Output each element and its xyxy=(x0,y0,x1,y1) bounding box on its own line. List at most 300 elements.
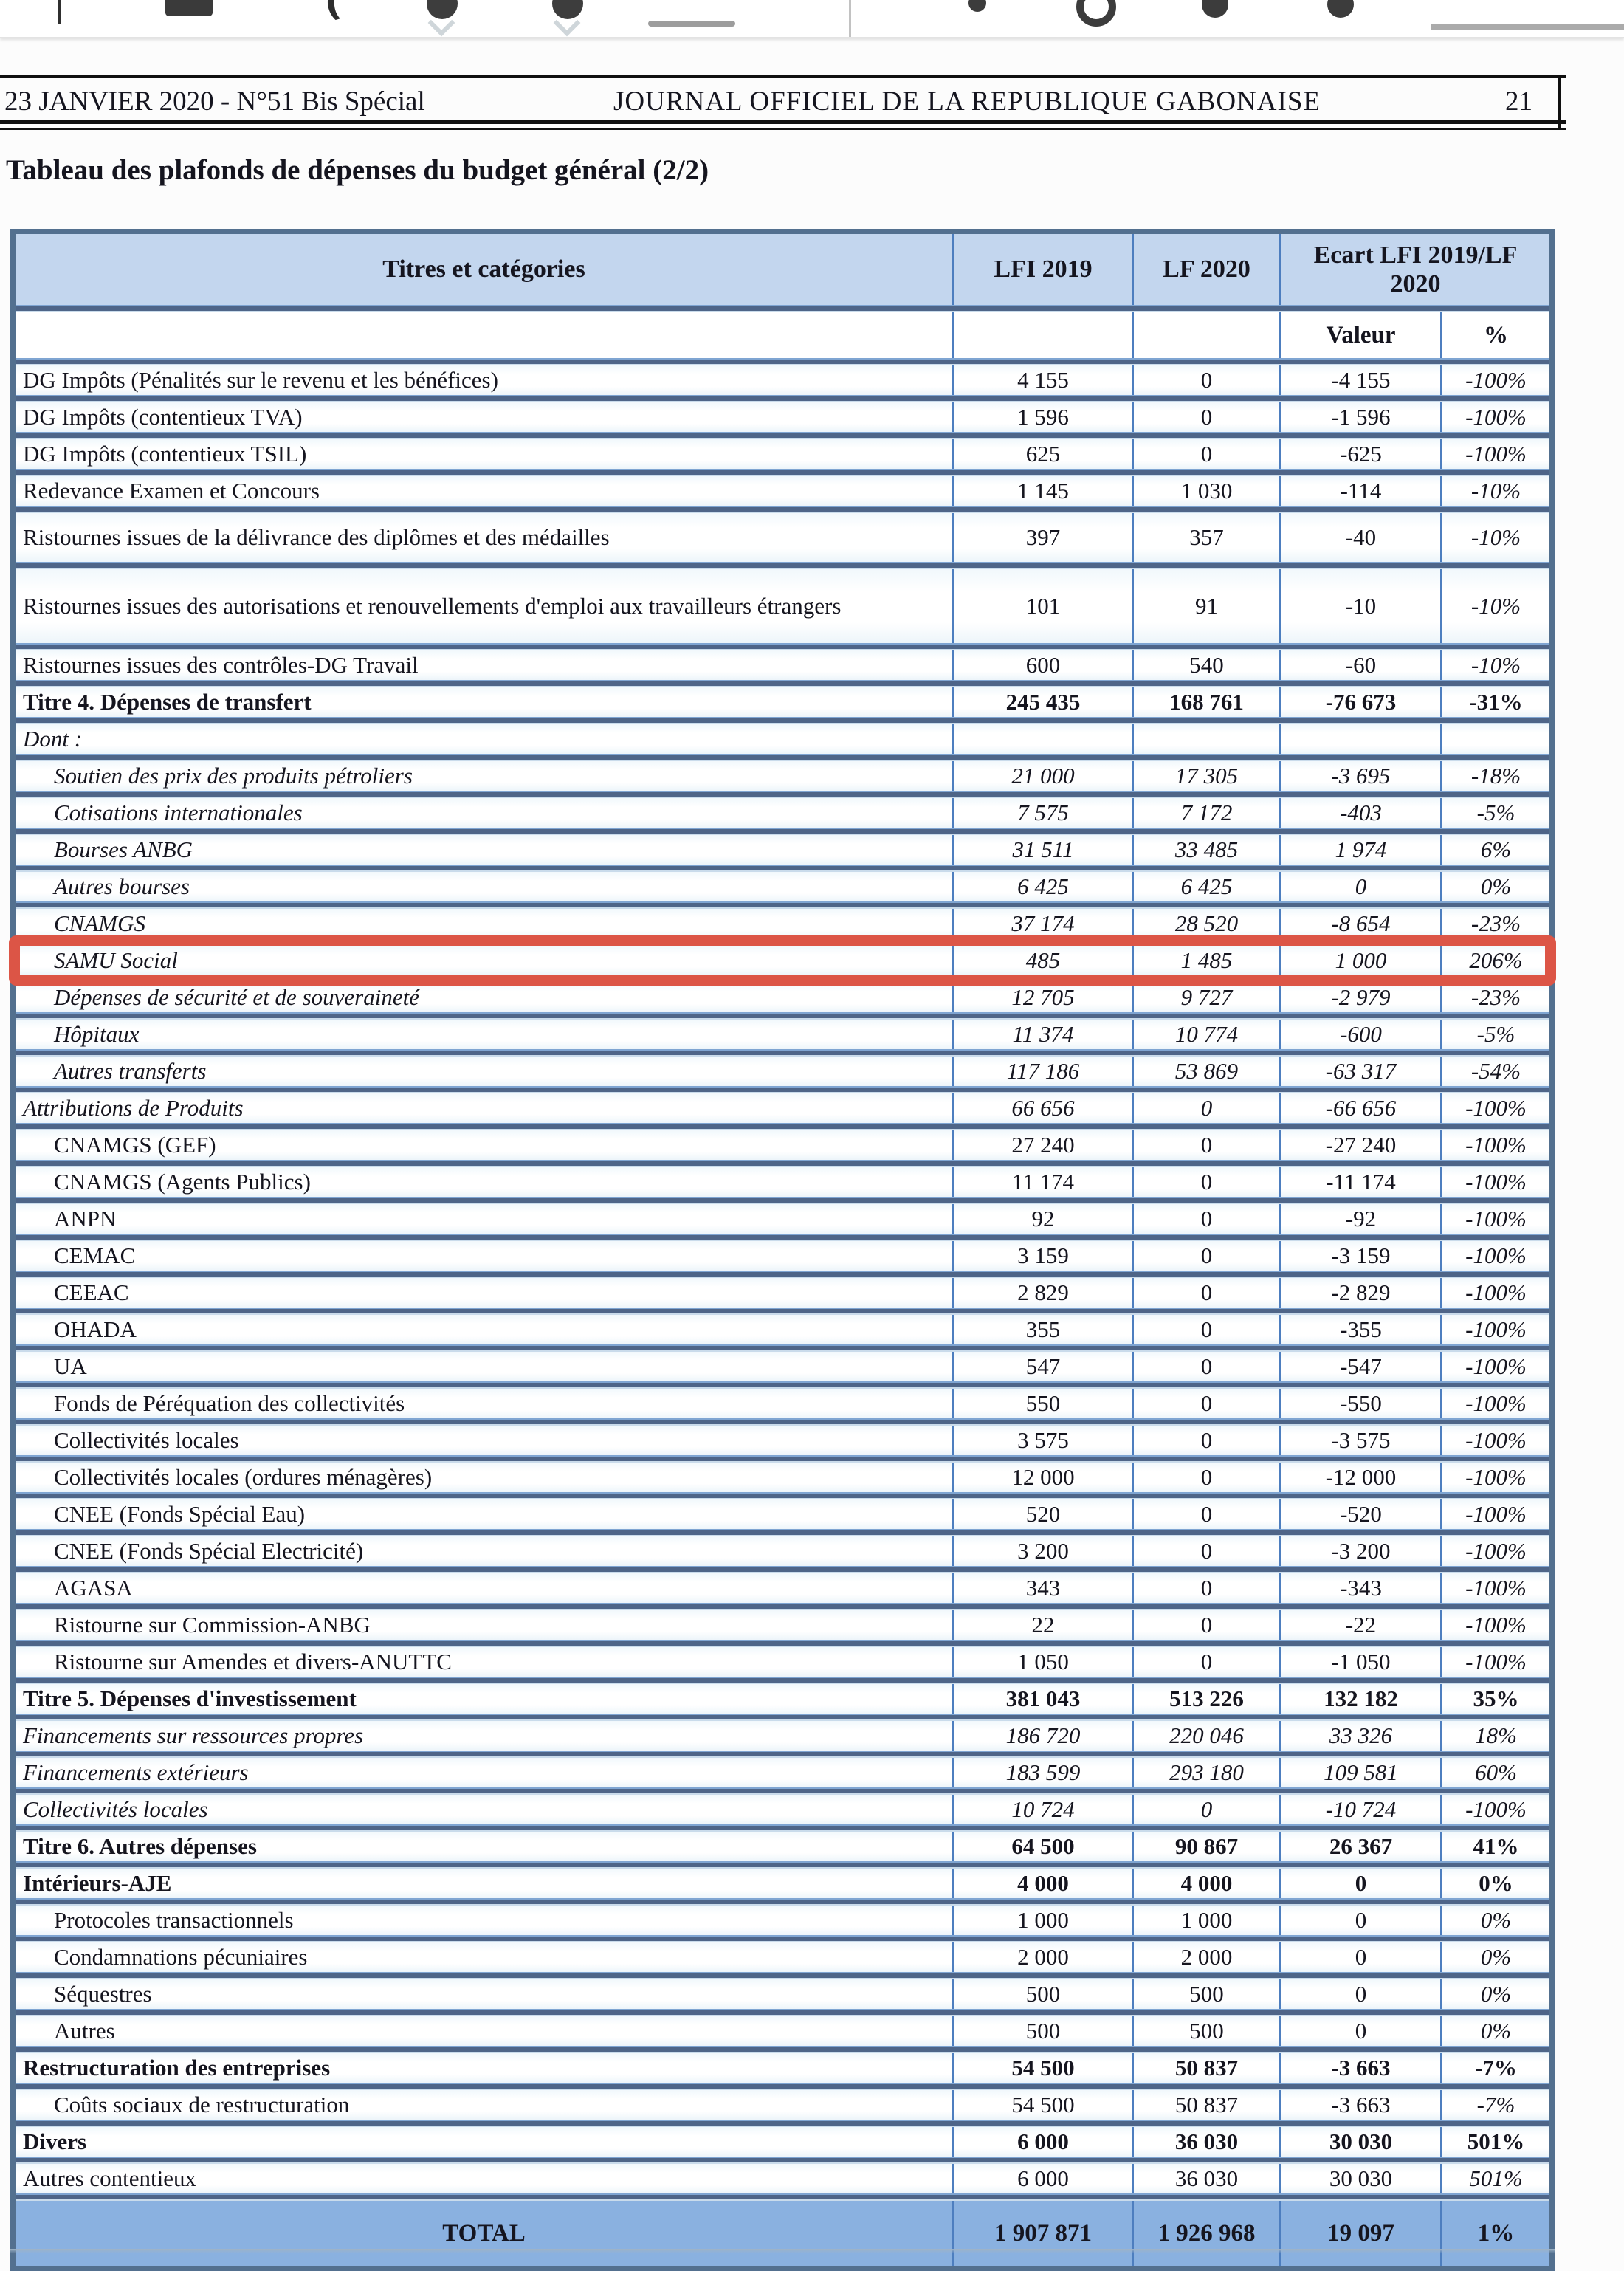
row-separator xyxy=(16,469,1549,476)
row-label: Titre 4. Dépenses de transfert xyxy=(23,689,312,715)
row-separator xyxy=(16,1824,1549,1832)
row-separator xyxy=(16,1271,1549,1278)
row-lfi: 183 599 xyxy=(952,1758,1132,1787)
row-lf xyxy=(1132,724,1279,754)
row-valeur: -2 979 xyxy=(1279,983,1440,1012)
row-label: Restructuration des entreprises xyxy=(23,2055,331,2081)
row-lfi: 6 000 xyxy=(952,2164,1132,2193)
filled-rectangle-icon[interactable] xyxy=(165,0,213,16)
column-header-lfi-2019: LFI 2019 xyxy=(952,234,1132,305)
row-pct: 0% xyxy=(1440,1979,1549,2009)
row-lfi: 101 xyxy=(952,569,1132,643)
budget-table xyxy=(10,229,1555,2271)
row-lf: 500 xyxy=(1132,1979,1279,2009)
row-lf: 0 xyxy=(1132,1278,1279,1308)
row-label: Divers xyxy=(23,2129,87,2154)
row-pct: 18% xyxy=(1440,1721,1549,1751)
row-lf: 1 030 xyxy=(1132,476,1279,506)
row-separator xyxy=(16,1197,1549,1204)
row-pct: 0% xyxy=(1440,1906,1549,1935)
row-lfi: 520 xyxy=(952,1499,1132,1529)
row-valeur: 0 xyxy=(1279,1869,1440,1898)
table-row xyxy=(16,1832,1549,1861)
table-row xyxy=(16,650,1549,680)
table-row xyxy=(16,1942,1549,1972)
row-lf: 0 xyxy=(1132,1463,1279,1492)
row-label: Ristournes issues des contrôles-DG Travail xyxy=(23,652,419,678)
row-valeur: -40 xyxy=(1279,513,1440,562)
row-separator xyxy=(16,1012,1549,1020)
row-lfi: 22 xyxy=(952,1610,1132,1640)
row-label: DG Impôts (Pénalités sur le revenu et les bénéfices) xyxy=(23,367,498,393)
table-row-highlighted xyxy=(16,946,1549,975)
table-row xyxy=(16,476,1549,506)
row-lfi: 31 511 xyxy=(952,835,1132,865)
row-label: Cotisations internationales xyxy=(54,800,303,825)
row-valeur: 26 367 xyxy=(1279,1832,1440,1861)
row-valeur: 132 182 xyxy=(1279,1684,1440,1714)
row-pct: -100% xyxy=(1440,1647,1549,1677)
table-row xyxy=(16,1906,1549,1935)
row-lfi: 381 043 xyxy=(952,1684,1132,1714)
row-lf: 1 000 xyxy=(1132,1906,1279,1935)
row-label: Protocoles transactionnels xyxy=(54,1907,294,1933)
row-label: Collectivités locales (ordures ménagères) xyxy=(54,1464,433,1490)
row-lfi: 550 xyxy=(952,1389,1132,1418)
row-lf: 17 305 xyxy=(1132,761,1279,791)
row-lfi: 11 174 xyxy=(952,1167,1132,1197)
row-pct: 0% xyxy=(1440,872,1549,901)
row-lfi: 64 500 xyxy=(952,1832,1132,1861)
row-lf: 220 046 xyxy=(1132,1721,1279,1751)
column-header-ecart: Ecart LFI 2019/LF 2020 xyxy=(1279,234,1549,305)
row-valeur: -3 695 xyxy=(1279,761,1440,791)
column-header-lf-2020: LF 2020 xyxy=(1132,234,1279,305)
pen-stroke-icon[interactable] xyxy=(325,0,355,27)
row-lfi: 6 000 xyxy=(952,2127,1132,2157)
row-separator xyxy=(16,2046,1549,2053)
table-row xyxy=(16,1204,1549,1234)
table-row xyxy=(16,569,1549,643)
row-pct: -100% xyxy=(1440,1573,1549,1603)
subheader-empty xyxy=(16,312,952,358)
total-lfi: 1 907 871 xyxy=(952,2201,1132,2266)
row-lfi: 343 xyxy=(952,1573,1132,1603)
row-valeur: -600 xyxy=(1279,1020,1440,1049)
row-label: Attributions de Produits xyxy=(23,1095,244,1121)
row-valeur: -10 724 xyxy=(1279,1795,1440,1824)
row-pct: -100% xyxy=(1440,365,1549,395)
row-separator xyxy=(16,828,1549,835)
row-separator xyxy=(16,2193,1549,2201)
row-pct: -100% xyxy=(1440,1499,1549,1529)
row-pct: -18% xyxy=(1440,761,1549,791)
row-pct xyxy=(1440,724,1549,754)
row-lf: 0 xyxy=(1132,1499,1279,1529)
row-pct: -5% xyxy=(1440,798,1549,828)
row-valeur: -4 155 xyxy=(1279,365,1440,395)
row-label: Intérieurs-AJE xyxy=(23,1870,172,1896)
row-pct: 501% xyxy=(1440,2127,1549,2157)
table-row xyxy=(16,2053,1549,2083)
row-label: DG Impôts (contentieux TVA) xyxy=(23,404,303,430)
row-valeur: -63 317 xyxy=(1279,1057,1440,1086)
table-header-row xyxy=(16,234,1549,305)
row-separator xyxy=(16,1123,1549,1130)
row-pct: -100% xyxy=(1440,1389,1549,1418)
table-row xyxy=(16,1241,1549,1271)
row-separator xyxy=(16,1344,1549,1352)
table-row xyxy=(16,1573,1549,1603)
row-lfi: 245 435 xyxy=(952,687,1132,717)
table-row xyxy=(16,724,1549,754)
row-lfi: 27 240 xyxy=(952,1130,1132,1160)
row-lf: 50 837 xyxy=(1132,2090,1279,2120)
row-lfi: 485 xyxy=(952,946,1132,975)
table-row xyxy=(16,439,1549,469)
masthead-bottom-rule xyxy=(0,120,1566,124)
table-row xyxy=(16,835,1549,865)
row-separator xyxy=(16,1677,1549,1684)
row-pct: -100% xyxy=(1440,1130,1549,1160)
viewer-toolbar xyxy=(0,0,1624,38)
row-label: Ristournes issues de la délivrance des diplômes et des médailles xyxy=(23,524,610,550)
row-valeur: 109 581 xyxy=(1279,1758,1440,1787)
row-separator xyxy=(16,2157,1549,2164)
table-row xyxy=(16,513,1549,562)
row-lf: 0 xyxy=(1132,1610,1279,1640)
text-cursor-icon[interactable] xyxy=(58,0,61,24)
row-lf: 0 xyxy=(1132,1315,1279,1344)
row-lf: 10 774 xyxy=(1132,1020,1279,1049)
row-separator xyxy=(16,1234,1549,1241)
table-row xyxy=(16,798,1549,828)
row-lf: 0 xyxy=(1132,1647,1279,1677)
row-label: Coûts sociaux de restructuration xyxy=(54,2092,350,2117)
row-lf: 9 727 xyxy=(1132,983,1279,1012)
row-lfi: 500 xyxy=(952,2016,1132,2046)
table-row xyxy=(16,1869,1549,1898)
row-lf: 36 030 xyxy=(1132,2127,1279,2157)
masthead-journal-name: JOURNAL OFFICIEL DE LA REPUBLIQUE GABONAISE xyxy=(613,86,1321,117)
row-label: CEMAC xyxy=(54,1243,136,1268)
row-lfi: 3 575 xyxy=(952,1426,1132,1455)
row-valeur xyxy=(1279,724,1440,754)
row-valeur: -1 596 xyxy=(1279,402,1440,432)
table-row xyxy=(16,1795,1549,1824)
table-row xyxy=(16,1463,1549,1492)
row-lfi: 54 500 xyxy=(952,2053,1132,2083)
row-pct: -7% xyxy=(1440,2090,1549,2120)
row-lf: 540 xyxy=(1132,650,1279,680)
row-pct: -54% xyxy=(1440,1057,1549,1086)
row-valeur: -66 656 xyxy=(1279,1093,1440,1123)
row-separator xyxy=(16,1529,1549,1536)
row-lf: 0 xyxy=(1132,1241,1279,1271)
row-label: Ristourne sur Amendes et divers-ANUTTC xyxy=(54,1649,452,1674)
row-lf: 2 000 xyxy=(1132,1942,1279,1972)
row-pct: 501% xyxy=(1440,2164,1549,2193)
row-pct: 41% xyxy=(1440,1832,1549,1861)
row-lfi: 186 720 xyxy=(952,1721,1132,1751)
row-valeur: -92 xyxy=(1279,1204,1440,1234)
row-valeur: -403 xyxy=(1279,798,1440,828)
row-valeur: -547 xyxy=(1279,1352,1440,1381)
underline-bar-icon[interactable] xyxy=(648,21,735,27)
row-pct: 35% xyxy=(1440,1684,1549,1714)
total-lf: 1 926 968 xyxy=(1132,2201,1279,2266)
row-lf: 0 xyxy=(1132,1389,1279,1418)
row-separator xyxy=(16,1972,1549,1979)
row-valeur: 0 xyxy=(1279,1979,1440,2009)
row-lf: 0 xyxy=(1132,1573,1279,1603)
row-valeur: -343 xyxy=(1279,1573,1440,1603)
masthead xyxy=(0,80,1566,120)
row-separator xyxy=(16,1418,1549,1426)
row-lfi: 1 145 xyxy=(952,476,1132,506)
row-pct: -10% xyxy=(1440,513,1549,562)
row-label: Autres xyxy=(54,2018,115,2044)
table-row xyxy=(16,1979,1549,2009)
row-label: CNEE (Fonds Spécial Electricité) xyxy=(54,1538,364,1564)
table-row xyxy=(16,1352,1549,1381)
table-row xyxy=(16,2127,1549,2157)
row-lfi: 547 xyxy=(952,1352,1132,1381)
table-row xyxy=(16,2164,1549,2193)
table-row xyxy=(16,402,1549,432)
row-valeur: -3 663 xyxy=(1279,2090,1440,2120)
row-pct: -31% xyxy=(1440,687,1549,717)
row-label: CNAMGS xyxy=(54,910,145,936)
total-valeur: 19 097 xyxy=(1279,2201,1440,2266)
table-row xyxy=(16,1130,1549,1160)
row-lf: 7 172 xyxy=(1132,798,1279,828)
table-row xyxy=(16,1167,1549,1197)
row-valeur: -3 575 xyxy=(1279,1426,1440,1455)
row-lfi: 4 000 xyxy=(952,1869,1132,1898)
row-valeur: -60 xyxy=(1279,650,1440,680)
row-label: CNAMGS (GEF) xyxy=(54,1132,216,1158)
row-pct: -100% xyxy=(1440,1795,1549,1824)
row-pct: -10% xyxy=(1440,569,1549,643)
row-valeur: 30 030 xyxy=(1279,2164,1440,2193)
masthead-date: 23 JANVIER 2020 - N°51 Bis Spécial xyxy=(4,86,425,117)
table-row xyxy=(16,1278,1549,1308)
row-valeur: 1 000 xyxy=(1279,946,1440,975)
row-separator xyxy=(16,865,1549,872)
row-label: Redevance Examen et Concours xyxy=(23,478,320,504)
row-lf: 0 xyxy=(1132,1204,1279,1234)
row-lfi: 12 000 xyxy=(952,1463,1132,1492)
row-lf: 90 867 xyxy=(1132,1832,1279,1861)
row-valeur: 33 326 xyxy=(1279,1721,1440,1751)
table-body xyxy=(16,358,1549,2193)
row-separator xyxy=(16,901,1549,909)
row-lfi: 117 186 xyxy=(952,1057,1132,1086)
row-lf: 0 xyxy=(1132,1352,1279,1381)
row-pct: -23% xyxy=(1440,909,1549,938)
row-lfi: 92 xyxy=(952,1204,1132,1234)
row-label: Ristournes issues des autorisations et renouvellements d'emploi aux travailleurs étrangers xyxy=(23,593,842,619)
row-pct: 6% xyxy=(1440,835,1549,865)
row-lfi: 7 575 xyxy=(952,798,1132,828)
total-pct: 1% xyxy=(1440,2201,1549,2266)
table-row xyxy=(16,872,1549,901)
row-lf: 0 xyxy=(1132,1536,1279,1566)
row-pct: -100% xyxy=(1440,439,1549,469)
row-lf: 0 xyxy=(1132,365,1279,395)
row-valeur: -8 654 xyxy=(1279,909,1440,938)
row-label: Soutien des prix des produits pétroliers xyxy=(54,763,413,789)
dot-icon[interactable] xyxy=(1202,0,1228,18)
row-label: Fonds de Péréquation des collectivités xyxy=(54,1390,405,1416)
row-separator xyxy=(16,1049,1549,1057)
row-lfi: 11 374 xyxy=(952,1020,1132,1049)
row-separator xyxy=(16,305,1549,312)
subheader-empty xyxy=(1132,312,1279,358)
row-lf: 91 xyxy=(1132,569,1279,643)
row-pct: -100% xyxy=(1440,1278,1549,1308)
row-pct: -100% xyxy=(1440,1204,1549,1234)
row-label: CNAMGS (Agents Publics) xyxy=(54,1169,311,1195)
row-pct: -100% xyxy=(1440,1093,1549,1123)
row-separator xyxy=(16,975,1549,983)
row-separator xyxy=(16,2120,1549,2127)
table-row xyxy=(16,1499,1549,1529)
dot-icon[interactable] xyxy=(1327,0,1354,18)
row-lfi xyxy=(952,724,1132,754)
row-label: Autres transferts xyxy=(54,1058,207,1084)
row-lfi: 2 829 xyxy=(952,1278,1132,1308)
row-separator xyxy=(16,643,1549,650)
row-lfi: 1 050 xyxy=(952,1647,1132,1677)
row-separator xyxy=(16,1787,1549,1795)
row-lf: 50 837 xyxy=(1132,2053,1279,2083)
row-label: CEEAC xyxy=(54,1279,129,1305)
table-bottom-shadow xyxy=(10,2249,1555,2253)
ring-icon[interactable] xyxy=(1076,0,1116,27)
table-row xyxy=(16,909,1549,938)
row-separator xyxy=(16,1381,1549,1389)
row-lfi: 600 xyxy=(952,650,1132,680)
row-lfi: 21 000 xyxy=(952,761,1132,791)
row-valeur: -355 xyxy=(1279,1315,1440,1344)
row-lfi: 66 656 xyxy=(952,1093,1132,1123)
row-lfi: 10 724 xyxy=(952,1795,1132,1824)
row-pct: 206% xyxy=(1440,946,1549,975)
row-separator xyxy=(16,1898,1549,1906)
row-separator xyxy=(16,358,1549,365)
row-lfi: 355 xyxy=(952,1315,1132,1344)
row-lf: 0 xyxy=(1132,1130,1279,1160)
row-separator xyxy=(16,1861,1549,1869)
row-pct: 0% xyxy=(1440,1869,1549,1898)
row-pct: 0% xyxy=(1440,1942,1549,1972)
row-valeur: -625 xyxy=(1279,439,1440,469)
subheader-valeur: Valeur xyxy=(1279,312,1440,358)
long-underline-bar-icon[interactable] xyxy=(1431,24,1624,30)
table-row xyxy=(16,983,1549,1012)
toolbar-divider xyxy=(849,0,851,38)
subheader-empty xyxy=(952,312,1132,358)
row-valeur: 0 xyxy=(1279,872,1440,901)
row-lf: 0 xyxy=(1132,1426,1279,1455)
row-pct: -10% xyxy=(1440,476,1549,506)
row-pct: -100% xyxy=(1440,1536,1549,1566)
table-row xyxy=(16,1426,1549,1455)
row-label: Collectivités locales xyxy=(23,1796,208,1822)
row-separator xyxy=(16,1603,1549,1610)
row-lfi: 2 000 xyxy=(952,1942,1132,1972)
table-row xyxy=(16,1684,1549,1714)
row-pct: 60% xyxy=(1440,1758,1549,1787)
table-row xyxy=(16,1536,1549,1566)
row-valeur: -520 xyxy=(1279,1499,1440,1529)
row-lfi: 625 xyxy=(952,439,1132,469)
row-label: AGASA xyxy=(54,1575,133,1601)
row-lf: 0 xyxy=(1132,439,1279,469)
row-pct: 0% xyxy=(1440,2016,1549,2046)
row-label: Hôpitaux xyxy=(54,1021,140,1047)
table-row xyxy=(16,687,1549,717)
row-pct: -100% xyxy=(1440,1167,1549,1197)
row-lfi: 4 155 xyxy=(952,365,1132,395)
total-label: TOTAL xyxy=(442,2219,526,2247)
row-lf: 0 xyxy=(1132,1093,1279,1123)
row-lfi: 12 705 xyxy=(952,983,1132,1012)
row-pct: -100% xyxy=(1440,1610,1549,1640)
row-valeur: -10 xyxy=(1279,569,1440,643)
row-valeur: -76 673 xyxy=(1279,687,1440,717)
row-lf: 0 xyxy=(1132,1795,1279,1824)
row-valeur: -12 000 xyxy=(1279,1463,1440,1492)
row-lf: 500 xyxy=(1132,2016,1279,2046)
row-lfi: 37 174 xyxy=(952,909,1132,938)
masthead-top-rule xyxy=(0,75,1566,78)
row-separator xyxy=(16,1492,1549,1499)
row-pct: -100% xyxy=(1440,1426,1549,1455)
row-pct: -100% xyxy=(1440,1463,1549,1492)
row-lf: 4 000 xyxy=(1132,1869,1279,1898)
row-lfi: 54 500 xyxy=(952,2090,1132,2120)
row-label: Séquestres xyxy=(54,1981,152,2007)
row-lf: 513 226 xyxy=(1132,1684,1279,1714)
subheader-pct: % xyxy=(1440,312,1549,358)
row-pct: -100% xyxy=(1440,1315,1549,1344)
masthead-right-rule xyxy=(1558,75,1561,130)
row-lfi: 3 200 xyxy=(952,1536,1132,1566)
row-label: ANPN xyxy=(54,1206,117,1231)
row-pct: -23% xyxy=(1440,983,1549,1012)
small-dot-icon[interactable] xyxy=(968,0,986,12)
table-row xyxy=(16,1389,1549,1418)
table-row xyxy=(16,1057,1549,1086)
row-separator xyxy=(16,1308,1549,1315)
row-valeur: -11 174 xyxy=(1279,1167,1440,1197)
row-separator xyxy=(16,2083,1549,2090)
row-separator xyxy=(16,1160,1549,1167)
row-valeur: -1 050 xyxy=(1279,1647,1440,1677)
row-separator xyxy=(16,1640,1549,1647)
row-separator xyxy=(16,717,1549,724)
table-row xyxy=(16,1020,1549,1049)
row-lf: 357 xyxy=(1132,513,1279,562)
row-lfi: 397 xyxy=(952,513,1132,562)
row-valeur: -550 xyxy=(1279,1389,1440,1418)
row-lf: 168 761 xyxy=(1132,687,1279,717)
row-label: Financements sur ressources propres xyxy=(23,1722,364,1748)
row-label: Financements extérieurs xyxy=(23,1759,249,1785)
